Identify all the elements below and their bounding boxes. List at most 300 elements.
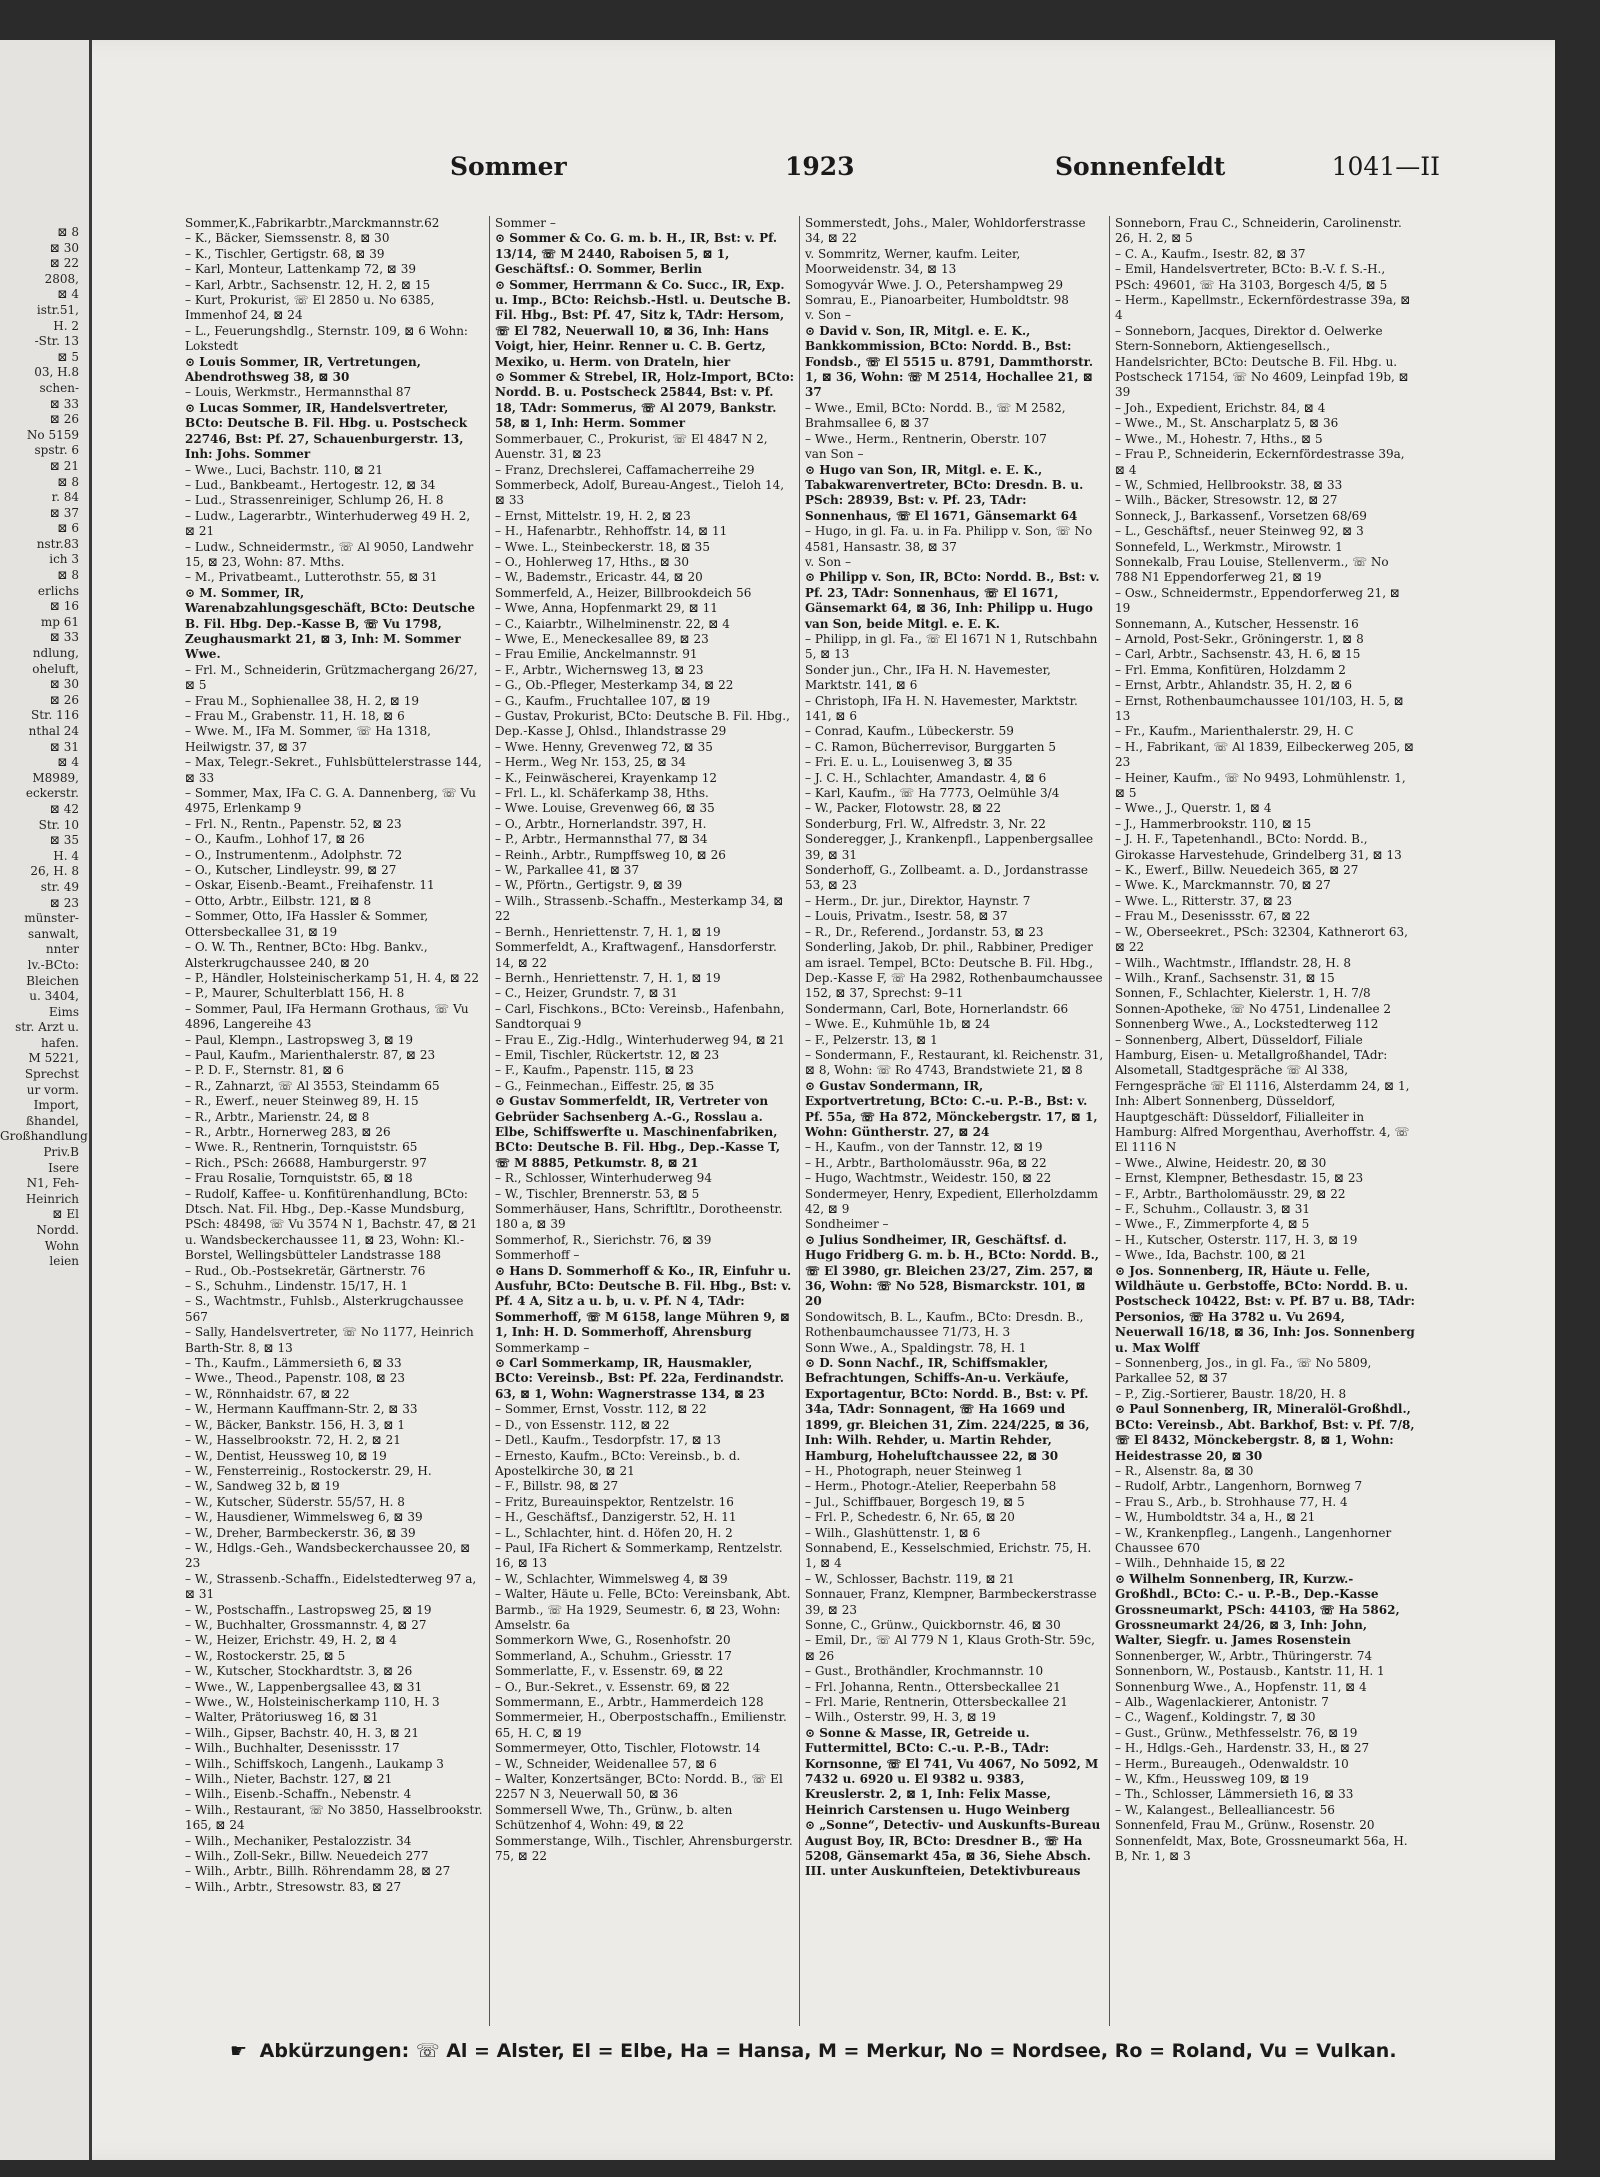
directory-columns	[180, 216, 1430, 2026]
directory-entry: – Ernst, Arbtr., Ahlandstr. 35, H. 2, ⊠ 6	[1115, 678, 1352, 693]
directory-entry: – Conrad, Kaufm., Lübeckerstr. 59	[805, 724, 1014, 739]
directory-entry: – W., Rönnhaidstr. 67, ⊠ 22	[185, 1386, 350, 1401]
directory-entry: – Frl. N., Rentn., Papenstr. 52, ⊠ 23	[185, 816, 402, 831]
header-page-number: 1041—II	[1331, 152, 1440, 181]
directory-entry: Sondheimer –	[805, 1217, 889, 1232]
directory-entry: ⊙ Hans D. Sommerhoff & Ko., IR, Einfuhr u. Ausfuhr, BCto: Deutsche B. Fil. Hbg., Bst: v. Pf. 4 A, Sitz a u. b, u. v. Pf. N 4, TAdr: Sommerhoff, ☏ M 6158, lange Mühren 9, ⊠ 1, Inh: H. D. Sommerhoff, Ahrensburg	[495, 1263, 792, 1340]
directory-entry: – W., Bäcker, Bankstr. 156, H. 3, ⊠ 1	[185, 1417, 406, 1432]
prev-page-fragment: Wohn	[44, 1238, 79, 1253]
directory-entry: ⊙ „Sonne“, Detectiv- und Auskunfts-Bureau August Boy, IR, BCto: Dresdner B., ☏ Ha 5208, Gänsemarkt 45a, ⊠ 36, Siehe Absch. III. unter Auskunfteien, Detektivbureaus	[805, 1818, 1101, 1879]
directory-entry: Sommermeyer, Otto, Tischler, Flotowstr. 14	[495, 1741, 761, 1756]
prev-page-fragment: Bleichen	[26, 973, 79, 988]
prev-page-fragment: münster-	[24, 911, 79, 926]
directory-entry: Sommerhäuser, Hans, Schriftltr., Dorotheenstr. 180 a, ⊠ 39	[495, 1202, 783, 1232]
directory-entry: – Max, Telegr.-Sekret., Fuhlsbüttelerstrasse 144, ⊠ 33	[185, 755, 482, 785]
prev-page-fragment: sanwalt,	[28, 926, 79, 941]
directory-entry: – H., Fabrikant, ☏ Al 1839, Eilbeckerweg 205, ⊠ 23	[1115, 739, 1415, 770]
directory-entry: – W., Schlachter, Wimmelsweg 4, ⊠ 39	[495, 1571, 728, 1586]
directory-entry: Sommerkamp –	[495, 1340, 590, 1355]
directory-entry: – Rud., Ob.-Postsekretär, Gärtnerstr. 76	[185, 1263, 426, 1278]
directory-entry: – Wwe., W., Holsteinischerkamp 110, H. 3	[185, 1695, 440, 1709]
directory-entry: – Wilh., Dehnhaide 15, ⊠ 22	[1115, 1556, 1286, 1571]
prev-page-fragment: u. 3404,	[29, 989, 79, 1004]
directory-entry: – Wwe., M., Hohestr. 7, Hths., ⊠ 5	[1115, 431, 1323, 446]
prev-page-fragment: ⊠ El	[52, 1207, 79, 1222]
directory-entry: – L., Feuerungshdlg., Sternstr. 109, ⊠ 6 Wohn: Lokstedt	[185, 323, 468, 354]
prev-page-fragment: schen-	[39, 380, 79, 395]
directory-entry: Sonnenfeldt, Max, Bote, Grossneumarkt 56a, H. B, Nr. 1, ⊠ 3	[1115, 1833, 1408, 1864]
directory-entry: – W., Krankenpfleg., Langenh., Langenhorner Chaussee 670	[1115, 1525, 1392, 1555]
directory-entry: – F., Schuhm., Collaustr. 3, ⊠ 31	[1115, 1202, 1311, 1216]
directory-entry: – Frau M., Grabenstr. 11, H. 18, ⊠ 6	[185, 709, 405, 723]
directory-entry: – K., Tischler, Gertigstr. 68, ⊠ 39	[185, 246, 385, 261]
directory-entry: Sonderburg, Frl. W., Alfredstr. 3, Nr. 22	[805, 816, 1046, 831]
directory-entry: Sommer –	[495, 216, 556, 230]
directory-entry: – Frl. M., Schneiderin, Grützmachergang 26/27, ⊠ 5	[185, 662, 478, 693]
directory-entry: – Frau E., Zig.-Hdlg., Winterhuderweg 94, ⊠ 21	[495, 1032, 785, 1047]
prev-page-fragment: ⊠ 21	[49, 458, 79, 473]
directory-entry: Sommerfeld, A., Heizer, Billbrookdeich 56	[495, 585, 752, 600]
directory-entry: – O., Kutscher, Lindleystr. 99, ⊠ 27	[185, 863, 397, 878]
directory-entry: van Son –	[805, 447, 864, 462]
directory-entry: – Frau S., Arb., b. Strohhause 77, H. 4	[1115, 1494, 1348, 1509]
directory-entry: – Fr., Kaufm., Marienthalerstr. 29, H. C	[1115, 724, 1354, 739]
directory-entry: Somogyvár Wwe. J. O., Petershampweg 29	[805, 277, 1063, 292]
directory-entry: – Sonnenberg, Jos., in gl. Fa., ☏ No 5809, Parkallee 52, ⊠ 37	[1115, 1356, 1372, 1386]
directory-entry: – H., Arbtr., Bartholomäusstr. 96a, ⊠ 22	[805, 1155, 1047, 1170]
directory-entry: – Sonneborn, Jacques, Direktor d. Oelwerke Stern-Sonneborn, Aktiengesellsch., Handelsrichter, BCto: Deutsche B. Fil. Hbg. u. Postscheck 17154, ☏ No 4609, Leinpfad 19b, ⊠ 39	[1115, 323, 1409, 400]
directory-entry: Sonnenberg Wwe., A., Lockstedterweg 112	[1115, 1017, 1379, 1032]
directory-entry: Sommermann, E., Arbtr., Hammerdeich 128	[495, 1695, 764, 1709]
directory-entry: – Jul., Schiffbauer, Borgesch 19, ⊠ 5	[805, 1494, 1025, 1509]
directory-entry: – Rich., PSch: 26688, Hamburgerstr. 97	[185, 1155, 427, 1170]
directory-entry: – Wilh., Gipser, Bachstr. 40, H. 3, ⊠ 21	[185, 1725, 420, 1740]
prev-page-fragment: ⊠ 42	[49, 801, 79, 816]
directory-entry: – Karl, Arbtr., Sachsenstr. 12, H. 2, ⊠ 15	[185, 277, 431, 292]
directory-entry: Sonnemann, A., Kutscher, Hessenstr. 16	[1115, 616, 1359, 631]
directory-entry: – Wilh., Mechaniker, Pestalozzistr. 34	[185, 1833, 412, 1848]
directory-entry: Sonderegger, J., Krankenpfl., Lappenbergsallee 39, ⊠ 31	[805, 832, 1094, 862]
directory-entry: – Rudolf, Kaffee- u. Konfitürenhandlung, BCto: Dtsch. Nat. Fil. Hbg., Dep.-Kasse Mundsburg, PSch: 48498, ☏ Vu 3574 N 1, Bachstr. 47, ⊠ 21 u. Wandsbeckerchaussee 11, ⊠ 23, Wohn: Kl.-Borstel, Wellingsbütteler Landstrasse 188	[185, 1186, 478, 1263]
directory-entry: – G., Feinmechan., Eiffestr. 25, ⊠ 35	[495, 1078, 715, 1093]
directory-entry: – W., Hasselbrookstr. 72, H. 2, ⊠ 21	[185, 1433, 401, 1448]
directory-entry: – Walter, Prätoriusweg 16, ⊠ 31	[185, 1710, 379, 1725]
directory-entry: – K., Ewerf., Billw. Neuedeich 365, ⊠ 27	[1115, 863, 1359, 878]
prev-page-fragment: ⊠ 35	[49, 833, 79, 848]
prev-page-fragment: Priv.B	[43, 1145, 79, 1160]
directory-entry: – W., Fensterreinig., Rostockerstr. 29, H.	[185, 1463, 432, 1478]
directory-entry: – Paul, IFa Richert & Sommerkamp, Rentzelstr. 16, ⊠ 13	[495, 1540, 783, 1571]
prev-page-fragment: ⊠ 33	[49, 630, 79, 645]
pointing-hand-icon: ☛	[230, 2040, 248, 2062]
directory-entry: v. Son –	[805, 308, 851, 323]
prev-page-fragment: H. 2	[53, 318, 79, 333]
directory-entry: – H., Hafenarbtr., Rehhoffstr. 14, ⊠ 11	[495, 524, 728, 539]
prev-page-fragment: ⊠ 8	[57, 568, 79, 583]
prev-page-fragment: hafen.	[41, 1035, 79, 1050]
directory-entry: – Wilh., Arbtr., Billh. Röhrendamm 28, ⊠ 27	[185, 1864, 451, 1879]
directory-entry: – K., Bäcker, Siemssenstr. 8, ⊠ 30	[185, 231, 390, 246]
directory-entry: – Wwe., Theod., Papenstr. 108, ⊠ 23	[185, 1371, 406, 1386]
directory-entry: – Heiner, Kaufm., ☏ No 9493, Lohmühlenstr. 1, ⊠ 5	[1115, 770, 1406, 801]
directory-entry: – W., Hermann Kauffmann-Str. 2, ⊠ 33	[185, 1402, 418, 1417]
header-right-keyword: Sonnenfeldt	[1055, 152, 1226, 181]
prev-page-fragment: ⊠ 30	[49, 240, 79, 255]
directory-entry: ⊙ Lucas Sommer, IR, Handelsvertreter, BCto: Deutsche B. Fil. Hbg. u. Postscheck 22746, Bst: Pf. 27, Schauenburgerstr. 13, Inh: Johs. Sommer	[185, 400, 468, 462]
prev-page-fragment: ⊠ 4	[57, 287, 79, 302]
directory-entry: Sonnauer, Franz, Klempner, Barmbeckerstrasse 39, ⊠ 23	[805, 1587, 1097, 1617]
directory-entry: – Sommer, Otto, IFa Hassler & Sommer, Ottersbeckallee 31, ⊠ 19	[185, 909, 429, 939]
directory-entry: – P. D. F., Sternstr. 81, ⊠ 6	[185, 1063, 344, 1078]
abbreviations-text: Abkürzungen: ☏ Al = Alster, El = Elbe, Ha = Hansa, M = Merkur, No = Nordsee, Ro = Roland, Vu = Vulkan.	[259, 2040, 1397, 2062]
directory-entry: – Fri. E. u. L., Louisenweg 3, ⊠ 35	[805, 755, 1013, 770]
directory-entry: – C. A., Kaufm., Isestr. 82, ⊠ 37	[1115, 246, 1306, 261]
directory-entry: ⊙ Hugo van Son, IR, Mitgl. e. E. K., Tabakwarenvertreter, BCto: Dresdn. B. u. PSch: 28939, Bst: v. Pf. 23, TAdr: Sonnenhaus, ☏ El 1671, Gänsemarkt 64	[805, 462, 1084, 523]
directory-entry: – Ernst, Mittelstr. 19, H. 2, ⊠ 23	[495, 508, 691, 523]
directory-entry: – Sommer, Ernst, Vosstr. 112, ⊠ 22	[495, 1402, 707, 1417]
directory-entry: Sonneborn, Frau C., Schneiderin, Carolinenstr. 26, H. 2, ⊠ 5	[1115, 216, 1402, 246]
directory-entry: – R., Arbtr., Hornerweg 283, ⊠ 26	[185, 1124, 391, 1139]
prev-page-fragment: 26, H. 8	[30, 864, 79, 879]
directory-entry: – Reinh., Arbtr., Rumpffsweg 10, ⊠ 26	[495, 847, 726, 862]
directory-entry: – W., Dentist, Heussweg 10, ⊠ 19	[185, 1448, 387, 1463]
directory-entry: – Wwe. E., Kuhmühle 1b, ⊠ 24	[805, 1017, 991, 1032]
prev-page-fragment: Import,	[33, 1098, 79, 1113]
directory-entry: – Herm., Bureaugeh., Odenwaldstr. 10	[1115, 1756, 1349, 1771]
directory-entry: – J., Hammerbrookstr. 110, ⊠ 15	[1115, 816, 1312, 831]
directory-entry: Sonnenfeld, Frau M., Grünw., Rosenstr. 20	[1115, 1818, 1375, 1833]
directory-entry: – F., Pelzerstr. 13, ⊠ 1	[805, 1032, 938, 1047]
directory-entry: – W., Kfm., Heussweg 109, ⊠ 19	[1115, 1772, 1309, 1787]
directory-entry: – Lud., Bankbeamt., Hertogestr. 12, ⊠ 34	[185, 477, 436, 492]
directory-entry: – Frl. Emma, Konfitüren, Holzdamm 2	[1115, 662, 1346, 677]
directory-entry: – W., Pförtn., Gertigstr. 9, ⊠ 39	[495, 878, 683, 893]
directory-entry: – W., Kutscher, Süderstr. 55/57, H. 8	[185, 1494, 405, 1509]
directory-entry: – H., Geschäftsf., Danzigerstr. 52, H. 11	[495, 1510, 737, 1525]
directory-entry: – Ludw., Schneidermstr., ☏ Al 9050, Landwehr 15, ⊠ 23, Wohn: 87. Mths.	[185, 539, 474, 569]
abbreviations-footer	[230, 2040, 1397, 2062]
directory-entry: – Frau Emilie, Anckelmannstr. 91	[495, 647, 698, 662]
directory-entry: Sommerbeck, Adolf, Bureau-Angest., Tieloh 14, ⊠ 33	[495, 477, 785, 508]
column-2	[490, 216, 800, 2026]
directory-entry: – J. H. F., Tapetenhandl., BCto: Nordd. B., Girokasse Harvestehude, Grindelberg 31, ⊠ 13	[1115, 832, 1402, 862]
directory-entry: Sommerfeldt, A., Kraftwagenf., Hansdorferstr. 14, ⊠ 22	[495, 940, 777, 970]
directory-entry: – Wwe., Emil, BCto: Nordd. B., ☏ M 2582, Brahmsallee 6, ⊠ 37	[805, 400, 1066, 431]
directory-entry: – J. C. H., Schlachter, Amandastr. 4, ⊠ 6	[805, 770, 1047, 785]
directory-entry: ⊙ M. Sommer, IR, Warenabzahlungsgeschäft, BCto: Deutsche B. Fil. Hbg. Dep.-Kasse B, ☏ Vu 1798, Zeughausmarkt 21, ⊠ 3, Inh: M. Sommer Wwe.	[185, 585, 475, 662]
directory-entry: Sondermeyer, Henry, Expedient, Ellerholzdamm 42, ⊠ 9	[805, 1186, 1099, 1216]
directory-entry: – Frl. Johanna, Rentn., Ottersbeckallee 21	[805, 1679, 1061, 1694]
directory-entry: – Frau P., Schneiderin, Eckernfördestrasse 39a, ⊠ 4	[1115, 447, 1405, 477]
directory-entry: – Frl. Marie, Rentnerin, Ottersbeckallee 21	[805, 1695, 1068, 1709]
page-header	[160, 152, 1440, 196]
directory-entry: – Rudolf, Arbtr., Langenhorn, Bornweg 7	[1115, 1479, 1363, 1494]
prev-page-fragment: H. 4	[53, 848, 79, 863]
directory-entry: – H., Kaufm., von der Tannstr. 12, ⊠ 19	[805, 1140, 1043, 1155]
prev-page-fragment: N1, Feh-	[26, 1176, 79, 1191]
directory-entry: – Th., Kaufm., Lämmersieth 6, ⊠ 33	[185, 1356, 402, 1371]
directory-entry: – W., Oberseekret., PSch: 32304, Kathnerort 63, ⊠ 22	[1115, 924, 1408, 955]
directory-entry: – W., Humboldtstr. 34 a, H., ⊠ 21	[1115, 1510, 1316, 1525]
directory-page	[0, 40, 1555, 2160]
directory-entry: – C. Ramon, Bücherrevisor, Burggarten 5	[805, 739, 1056, 754]
directory-entry: – O. W. Th., Rentner, BCto: Hbg. Bankv., Alsterkrugchaussee 240, ⊠ 20	[185, 940, 428, 970]
directory-entry: – Wwe., J., Querstr. 1, ⊠ 4	[1115, 801, 1272, 816]
directory-entry: – Emil, Handelsvertreter, BCto: B.-V. f. S.-H., PSch: 49601, ☏ Ha 3103, Borgesch 4/5, ⊠ 5	[1115, 262, 1388, 292]
directory-entry: – Joh., Expedient, Erichstr. 84, ⊠ 4	[1115, 400, 1326, 415]
directory-entry: – Hugo, Wachtmstr., Weidestr. 150, ⊠ 22	[805, 1171, 1052, 1186]
directory-entry: – Wilh., Eisenb.-Schaffn., Nebenstr. 4	[185, 1787, 412, 1802]
directory-entry: – Osw., Schneidermstr., Eppendorferweg 21, ⊠ 19	[1115, 585, 1400, 616]
prev-page-fragment: istr.51,	[36, 302, 79, 317]
prev-page-fragment: No 5159	[26, 427, 79, 442]
directory-entry: Sonderling, Jakob, Dr. phil., Rabbiner, Prediger am israel. Tempel, BCto: Deutsche B. Fil. Hbg., Dep.-Kasse F, ☏ Ha 2982, Rothenbaumchaussee 152, ⊠ 37, Sprechst: 9–11	[805, 940, 1103, 1001]
directory-entry: – Franz, Drechslerei, Caffamacherreihe 29	[495, 462, 755, 477]
directory-entry: Sommerkorn Wwe, G., Rosenhofstr. 20	[495, 1633, 731, 1648]
prev-page-fragment: Sprechst	[24, 1067, 79, 1082]
directory-entry: – Wwe., W., Lappenbergsallee 43, ⊠ 31	[185, 1679, 423, 1694]
directory-entry: – H., Photograph, neuer Steinweg 1	[805, 1463, 1023, 1478]
directory-entry: – Wilh., Restaurant, ☏ No 3850, Hasselbrookstr. 165, ⊠ 24	[185, 1802, 483, 1833]
prev-page-fragment: ⊠ 4	[57, 755, 79, 770]
directory-entry: – R., Schlosser, Winterhuderweg 94	[495, 1171, 712, 1186]
prev-page-fragment: spstr. 6	[34, 443, 79, 458]
directory-entry: – R., Zahnarzt, ☏ Al 3553, Steindamm 65	[185, 1078, 440, 1093]
directory-entry: – Otto, Arbtr., Eilbstr. 121, ⊠ 8	[185, 893, 372, 908]
directory-entry: ⊙ Paul Sonnenberg, IR, Mineralöl-Großhdl., BCto: Vereinsb., Abt. Barkhof, Bst: v. Pf. 7/8, ☏ El 8432, Mönckebergstr. 8, ⊠ 1, Wohn: Heidestrasse 20, ⊠ 30	[1115, 1402, 1415, 1463]
directory-entry: – G., Ob.-Pfleger, Mesterkamp 34, ⊠ 22	[495, 678, 734, 693]
directory-entry: Sonnen-Apotheke, ☏ No 4751, Lindenallee 2	[1115, 1001, 1392, 1016]
directory-entry: ⊙ Julius Sondheimer, IR, Geschäftsf. d. Hugo Fridberg G. m. b. H., BCto: Nordd. B., ☏ El 3980, gr. Bleichen 23/27, Zim. 257, ⊠ 36, Wohn: ☏ No 528, Bismarckstr. 101, ⊠ 20	[805, 1232, 1099, 1309]
directory-entry: – W., Hdlgs.-Geh., Wandsbeckerchaussee 20, ⊠ 23	[185, 1540, 471, 1571]
directory-entry: – R., Ewerf., neuer Steinweg 89, H. 15	[185, 1094, 419, 1109]
prev-page-fragment: Str. 10	[38, 817, 79, 832]
directory-entry: ⊙ Wilhelm Sonnenberg, IR, Kurzw.-Großhdl., BCto: C.- u. P.-B., Dep.-Kasse Grossneumarkt, PSch: 44103, ☏ Ha 5862, Grossneumarkt 24/26, ⊠ 3, Inh: John, Walter, Siegfr. u. James Rosenstein	[1115, 1571, 1400, 1648]
directory-entry: – Emil, Dr., ☏ Al 779 N 1, Klaus Groth-Str. 59c, ⊠ 26	[805, 1633, 1095, 1663]
directory-entry: – W., Schlosser, Bachstr. 119, ⊠ 21	[805, 1571, 1015, 1586]
prev-page-fragment: ⊠ 16	[49, 599, 79, 614]
directory-entry: – W., Parkallee 41, ⊠ 37	[495, 863, 640, 878]
directory-entry: – O., Kaufm., Lohhof 17, ⊠ 26	[185, 832, 365, 847]
directory-entry: – Carl, Fischkons., BCto: Vereinsb., Hafenbahn, Sandtorquai 9	[495, 1001, 785, 1032]
directory-entry: – Wwe., Herm., Rentnerin, Oberstr. 107	[805, 431, 1047, 446]
directory-entry: – Gustav, Prokurist, BCto: Deutsche B. Fil. Hbg., Dep.-Kasse J, Ohlsd., Ihlandstrasse 29	[495, 709, 790, 739]
prev-page-fragment: nthal 24	[28, 724, 79, 738]
directory-entry: – Walter, Häute u. Felle, BCto: Vereinsbank, Abt. Barmb., ☏ Ha 1929, Seumestr. 6, ⊠ 23, Wohn: Amselstr. 6a	[495, 1587, 791, 1632]
directory-entry: – Wwe., Luci, Bachstr. 110, ⊠ 21	[185, 462, 383, 477]
directory-entry: – F., Arbtr., Wichernsweg 13, ⊠ 23	[495, 662, 704, 677]
prev-page-fragment: str. Arzt u.	[15, 1020, 79, 1035]
prev-page-fragment: nstr.83	[36, 536, 79, 551]
directory-entry: – H., Kutscher, Osterstr. 117, H. 3, ⊠ 19	[1115, 1232, 1358, 1247]
directory-entry: – Oskar, Eisenb.-Beamt., Freihafenstr. 11	[185, 878, 435, 893]
directory-entry: – S., Wachtmstr., Fuhlsb., Alsterkrugchaussee 567	[185, 1294, 464, 1324]
directory-entry: ⊙ Sommer & Strebel, IR, Holz-Import, BCto: Nordd. B. u. Postscheck 25844, Bst: v. Pf. 18, TAdr: Sommerus, ☏ Al 2079, Bankstr. 58, ⊠ 1, Inh: Herm. Sommer	[495, 370, 795, 431]
directory-entry: – Ernst, Rothenbaumchaussee 101/103, H. 5, ⊠ 13	[1115, 693, 1404, 723]
prev-page-fragment: eckerstr.	[25, 786, 79, 801]
directory-entry: – Alb., Wagenlackierer, Antonistr. 7	[1115, 1695, 1329, 1709]
directory-entry: – F., Kaufm., Papenstr. 115, ⊠ 23	[495, 1063, 694, 1078]
directory-entry: – Karl, Kaufm., ☏ Ha 7773, Oelmühle 3/4	[805, 786, 1060, 801]
directory-entry: v. Son –	[805, 554, 851, 569]
directory-entry: Sonnefeld, L., Werkmstr., Mirowstr. 1	[1115, 539, 1343, 554]
directory-entry: ⊙ David v. Son, IR, Mitgl. e. E. K., Bankkommission, BCto: Nordd. B., Bst: Fondsb., ☏ El 5515 u. 8791, Dammthorstr. 1, ⊠ 36, Wohn: ☏ M 2514, Hochallee 21, ⊠ 37	[805, 323, 1094, 400]
directory-entry: – Detl., Kaufm., Tesdorpfstr. 17, ⊠ 13	[495, 1433, 721, 1448]
directory-entry: ⊙ Sommer, Herrmann & Co. Succ., IR, Exp. u. Imp., BCto: Reichsb.-Hstl. u. Deutsche B. Fil. Hbg., Bst: Pf. 47, Sitz k, TAdr: Hersom, ☏ El 782, Neuerwall 10, ⊠ 36, Inh: Hans Voigt, hier, Heinr. Renner u. C. B. Gertz, Mexiko, u. Herm. von Drateln, hier	[495, 277, 791, 369]
prev-page-fragment: ich 3	[49, 552, 79, 567]
directory-entry: – Wwe., M., St. Anscharplatz 5, ⊠ 36	[1115, 416, 1339, 431]
directory-entry: – R., Dr., Referend., Jordanstr. 53, ⊠ 23	[805, 924, 1044, 939]
directory-entry: – W., Bademstr., Ericastr. 44, ⊠ 20	[495, 570, 703, 585]
directory-entry: – W., Dreher, Barmbeckerstr. 36, ⊠ 39	[185, 1525, 416, 1540]
prev-page-fragment: Heinrich	[25, 1191, 79, 1206]
directory-entry: – Wwe., F., Zimmerpforte 4, ⊠ 5	[1115, 1217, 1310, 1232]
prev-page-fragment: r. 84	[51, 490, 79, 505]
directory-entry: – W., Buchhalter, Grossmannstr. 4, ⊠ 27	[185, 1617, 427, 1632]
directory-entry: Sonn Wwe., A., Spaldingstr. 78, H. 1	[805, 1340, 1027, 1355]
prev-page-fragment: ndlung,	[32, 646, 79, 661]
directory-entry: – Paul, Kaufm., Marienthalerstr. 87, ⊠ 23	[185, 1047, 436, 1062]
prev-page-fragment: Großhandlung	[0, 1129, 88, 1144]
directory-entry: – W., Kalangest., Bellealliancestr. 56	[1115, 1802, 1335, 1817]
directory-entry: – Emil, Tischler, Rückertstr. 12, ⊠ 23	[495, 1047, 720, 1062]
directory-entry: – F., Arbtr., Bartholomäusstr. 29, ⊠ 22	[1115, 1186, 1346, 1201]
directory-entry: – Christoph, IFa H. N. Havemester, Marktstr. 141, ⊠ 6	[805, 693, 1078, 723]
directory-entry: Sonnabend, E., Kesselschmied, Erichstr. 75, H. 1, ⊠ 4	[805, 1540, 1092, 1571]
directory-entry: – Wwe. L., Steinbeckerstr. 18, ⊠ 35	[495, 539, 710, 554]
directory-entry: – Wilh., Nieter, Bachstr. 127, ⊠ 21	[185, 1772, 393, 1787]
directory-entry: Sommerhof, R., Sierichstr. 76, ⊠ 39	[495, 1232, 712, 1247]
directory-entry: Sonnenborn, W., Postausb., Kantstr. 11, H. 1	[1115, 1664, 1385, 1679]
prev-page-fragment: ⊠ 8	[57, 474, 79, 489]
column-3	[800, 216, 1110, 2026]
directory-entry: – Wwe. R., Rentnerin, Tornquiststr. 65	[185, 1140, 418, 1155]
directory-entry: Sonnenberger, W., Arbtr., Thüringerstr. 74	[1115, 1648, 1373, 1663]
directory-entry: – Gust., Brothändler, Krochmannstr. 10	[805, 1664, 1044, 1679]
directory-entry: – Th., Schlosser, Lämmersieth 16, ⊠ 33	[1115, 1787, 1354, 1802]
prev-page-fragment: erlichs	[37, 583, 79, 598]
prev-page-fragment: M 5221,	[28, 1051, 79, 1066]
directory-entry: – W., Tischler, Brennerstr. 53, ⊠ 5	[495, 1186, 700, 1201]
directory-entry: Sondowitsch, B. L., Kaufm., BCto: Dresdn. B., Rothenbaumchaussee 71/73, H. 3	[805, 1309, 1084, 1340]
directory-entry: – Paul, Klempn., Lastropsweg 3, ⊠ 19	[185, 1032, 414, 1047]
prev-page-fragment: ⊠ 22	[49, 256, 79, 271]
directory-entry: – Wilh., Arbtr., Stresowstr. 83, ⊠ 27	[185, 1879, 402, 1894]
directory-entry: – Frl. L., kl. Schäferkamp 38, Hths.	[495, 786, 709, 801]
directory-entry: – Carl, Arbtr., Sachsenstr. 43, H. 6, ⊠ 15	[1115, 647, 1361, 662]
directory-entry: – Fritz, Bureauinspektor, Rentzelstr. 16	[495, 1494, 734, 1509]
prev-page-fragment: ßhandel,	[25, 1113, 79, 1128]
prev-page-fragment: Str. 116	[31, 708, 79, 723]
directory-entry: – Bernh., Henriettenstr. 7, H. 1, ⊠ 19	[495, 970, 721, 985]
directory-entry: – Wwe. L., Ritterstr. 37, ⊠ 23	[1115, 893, 1292, 908]
directory-entry: – Kurt, Prokurist, ☏ El 2850 u. No 6385, Immenhof 24, ⊠ 24	[185, 293, 435, 323]
directory-entry: Sonneck, J., Barkassenf., Vorsetzen 68/69	[1115, 508, 1367, 523]
directory-entry: – Sally, Handelsvertreter, ☏ No 1177, Heinrich Barth-Str. 8, ⊠ 13	[185, 1325, 474, 1355]
directory-entry: Sommerhoff –	[495, 1248, 580, 1263]
directory-entry: – D., von Essenstr. 112, ⊠ 22	[495, 1417, 670, 1432]
directory-entry: – W., Schneider, Weidenallee 57, ⊠ 6	[495, 1756, 717, 1771]
directory-entry: – Frau M., Desenissstr. 67, ⊠ 22	[1115, 909, 1311, 924]
directory-entry: – Ernesto, Kaufm., BCto: Vereinsb., b. d. Apostelkirche 30, ⊠ 21	[495, 1448, 741, 1478]
directory-entry: – Philipp, in gl. Fa., ☏ El 1671 N 1, Rutschbahn 5, ⊠ 13	[805, 631, 1098, 662]
directory-entry: – W., Kutscher, Stockhardtstr. 3, ⊠ 26	[185, 1664, 413, 1679]
directory-entry: – P., Zig.-Sortierer, Baustr. 18/20, H. 8	[1115, 1386, 1347, 1401]
directory-entry: – W., Heizer, Erichstr. 49, H. 2, ⊠ 4	[185, 1633, 397, 1648]
directory-entry: – Herm., Kapellmstr., Eckernfördestrasse 39a, ⊠ 4	[1115, 293, 1411, 323]
directory-entry: – Wwe. K., Marckmannstr. 70, ⊠ 27	[1115, 878, 1331, 893]
directory-entry: ⊙ Gustav Sondermann, IR, Exportvertretung, BCto: C.-u. P.-B., Bst: v. Pf. 55a, ☏ Ha 872, Mönckebergstr. 17, ⊠ 1, Wohn: Güntherstr. 27, ⊠ 24	[805, 1078, 1098, 1139]
prev-page-fragment: ⊠ 5	[57, 349, 79, 364]
prev-page-fragment: mp 61	[40, 614, 79, 629]
column-4	[1110, 216, 1420, 2026]
directory-entry: Sonnenburg Wwe., A., Hopfenstr. 11, ⊠ 4	[1115, 1679, 1367, 1694]
prev-page-fragment: ⊠ 31	[49, 739, 79, 754]
directory-entry: – Louis, Werkmstr., Hermannsthal 87	[185, 385, 412, 400]
directory-entry: Sommer,K.,Fabrikarbtr.,Marckmannstr.62	[185, 216, 440, 230]
prev-page-fragment: -Str. 13	[34, 334, 79, 349]
directory-entry: – Louis, Privatm., Isestr. 58, ⊠ 37	[805, 909, 1008, 924]
directory-entry: ⊙ Jos. Sonnenberg, IR, Häute u. Felle, Wildhäute u. Gerbstoffe, BCto: Nordd. B. u. Postscheck 10422, Bst: v. Pf. B7 u. B8, TAdr: Personios, ☏ Ha 3782 u. Vu 2694, Neuerwall 16/18, ⊠ 36, Inh: Jos. Sonnenberg u. Max Wolff	[1115, 1263, 1415, 1355]
directory-entry: – G., Kaufm., Fruchtallee 107, ⊠ 19	[495, 693, 711, 708]
directory-entry: – W., Hausdiener, Wimmelsweg 6, ⊠ 39	[185, 1510, 423, 1525]
directory-entry: – Wwe., Ida, Bachstr. 100, ⊠ 21	[1115, 1248, 1307, 1263]
directory-entry: – C., Kaiarbtr., Wilhelminenstr. 22, ⊠ 4	[495, 616, 730, 631]
directory-entry: – P., Händler, Holsteinischerkamp 51, H. 4, ⊠ 22	[185, 970, 480, 985]
directory-entry: – Ludw., Lagerarbtr., Winterhuderweg 49 H. 2, ⊠ 21	[185, 508, 471, 539]
prev-page-fragment: ⊠ 6	[57, 521, 79, 536]
prev-page-fragment: Nordd.	[36, 1223, 79, 1237]
directory-entry: – Arnold, Post-Sekr., Gröningerstr. 1, ⊠ 8	[1115, 631, 1364, 646]
directory-entry: ⊙ Louis Sommer, IR, Vertretungen, Abendrothsweg 38, ⊠ 30	[185, 354, 421, 385]
directory-entry: Sonderhoff, G., Zollbeamt. a. D., Jordanstrasse 53, ⊠ 23	[805, 863, 1089, 893]
prev-page-fragment: ⊠ 8	[57, 225, 79, 239]
directory-entry: Sonnen, F., Schlachter, Kielerstr. 1, H. 7/8	[1115, 986, 1371, 1001]
directory-entry: ⊙ Sonne & Masse, IR, Getreide u. Futtermittel, BCto: C.-u. P.-B., TAdr: Kornsonne, ☏ El 741, Vu 4067, No 5092, M 7432 u. 6920 u. El 9382 u. 9383, Kreuslerstr. 2, ⊠ 1, Inh: Felix Masse, Heinrich Carstensen u. Hugo Weinberg	[805, 1725, 1099, 1817]
prev-page-fragment: oheluft,	[32, 661, 79, 676]
directory-entry: – Wilh., Kranf., Sachsenstr. 31, ⊠ 15	[1115, 970, 1335, 985]
directory-entry: – C., Heizer, Grundstr. 7, ⊠ 31	[495, 986, 678, 1001]
directory-entry: – O., Instrumentenm., Adolphstr. 72	[185, 847, 403, 862]
prev-page-fragment: ⊠ 33	[49, 396, 79, 411]
directory-entry: – W., Schmied, Hellbrookstr. 38, ⊠ 33	[1115, 477, 1343, 492]
prev-page-fragment: ⊠ 26	[49, 692, 79, 707]
directory-entry: – S., Schuhm., Lindenstr. 15/17, H. 1	[185, 1279, 409, 1294]
prev-page-fragment: ur vorm.	[26, 1082, 79, 1097]
directory-entry: – Gust., Grünw., Methfesselstr. 76, ⊠ 19	[1115, 1725, 1358, 1740]
directory-entry: – Sommer, Max, IFa C. G. A. Dannenberg, ☏ Vu 4975, Erlenkamp 9	[185, 786, 477, 816]
directory-entry: Sommersell Wwe, Th., Grünw., b. alten Schützenhof 4, Wohn: 49, ⊠ 22	[495, 1802, 733, 1833]
directory-entry: Sommerbauer, C., Prokurist, ☏ El 4847 N 2, Auenstr. 31, ⊠ 23	[495, 431, 768, 462]
directory-entry: – W., Strassenb.-Schaffn., Eidelstedterweg 97 a, ⊠ 31	[185, 1571, 477, 1602]
directory-entry: – Wilh., Bäcker, Stresowstr. 12, ⊠ 27	[1115, 493, 1338, 508]
directory-entry: – Wwe. M., IFa M. Sommer, ☏ Ha 1318, Heilwigstr. 37, ⊠ 37	[185, 724, 431, 754]
directory-entry: – Frl. P., Schedestr. 6, Nr. 65, ⊠ 20	[805, 1510, 1015, 1525]
directory-entry: – W., Sandweg 32 b, ⊠ 19	[185, 1479, 340, 1494]
directory-entry: – P., Arbtr., Hermannsthal 77, ⊠ 34	[495, 832, 708, 847]
column-1	[180, 216, 490, 2026]
directory-entry: – K., Feinwäscherei, Krayenkamp 12	[495, 770, 718, 785]
prev-page-fragment: ⊠ 30	[49, 677, 79, 692]
directory-entry: – Wwe. Louise, Grevenweg 66, ⊠ 35	[495, 801, 715, 816]
directory-entry: – Wwe., Alwine, Heidestr. 20, ⊠ 30	[1115, 1155, 1327, 1170]
directory-entry: – Karl, Monteur, Lattenkamp 72, ⊠ 39	[185, 262, 417, 277]
directory-entry: ⊙ Sommer & Co. G. m. b. H., IR, Bst: v. Pf. 13/14, ☏ M 2440, Raboisen 5, ⊠ 1, Geschäftsf.: O. Sommer, Berlin	[495, 231, 778, 277]
directory-entry: – M., Privatbeamt., Lutterothstr. 55, ⊠ 31	[185, 570, 438, 585]
directory-entry: – P., Maurer, Schulterblatt 156, H. 8	[185, 986, 405, 1001]
prev-page-fragment: 03, H.8	[34, 365, 79, 380]
directory-entry: Sommerstange, Wilh., Tischler, Ahrensburgerstr. 75, ⊠ 22	[495, 1833, 793, 1864]
